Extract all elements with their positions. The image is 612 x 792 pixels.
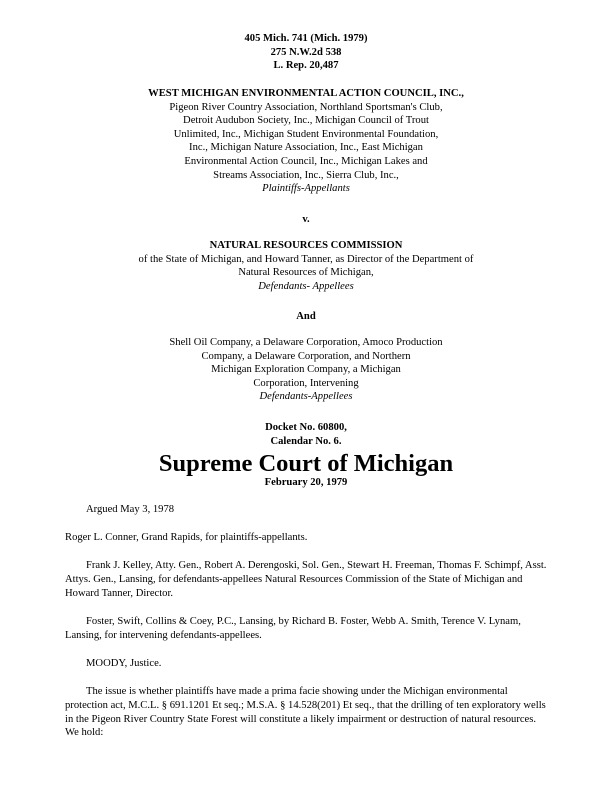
intervenor-line: Michigan Exploration Company, a Michigan xyxy=(211,364,401,376)
plaintiff-line: Streams Association, Inc., Sierra Club, Inc., xyxy=(213,169,399,181)
citation-reporter: 405 Mich. 741 (Mich. 1979) xyxy=(244,33,368,44)
intervenors-block xyxy=(0,336,612,404)
intervenor-line: Company, a Delaware Corporation, and Northern xyxy=(201,350,411,362)
plaintiff-lead: WEST MICHIGAN ENVIRONMENTAL ACTION COUNCIL, INC., xyxy=(148,88,464,99)
justice-paragraph: MOODY, Justice. xyxy=(86,658,162,669)
defendant-role: Defendants- Appellees xyxy=(258,280,354,292)
plaintiff-line: Environmental Action Council, Inc., Michigan Lakes and xyxy=(184,155,428,167)
argued-paragraph: Argued May 3, 1978 xyxy=(86,504,175,515)
plaintiff-line: Pigeon River Country Association, Northland Sportsman's Club, xyxy=(169,101,443,113)
citation-block xyxy=(0,32,612,73)
court-title: Supreme Court of Michigan xyxy=(158,450,454,477)
docket-number: Docket No. 60800, xyxy=(265,422,347,433)
defendants-block xyxy=(0,239,612,293)
plaintiffs-block xyxy=(0,87,612,196)
counsel-plaintiffs-paragraph: Roger L. Conner, Grand Rapids, for plaintiffs-appellants. xyxy=(65,532,308,543)
plaintiff-line: Inc., Michigan Nature Association, Inc., East Michigan xyxy=(189,142,423,154)
citation-nw2d: 275 N.W.2d 538 xyxy=(270,46,342,58)
versus-text: v. xyxy=(302,214,310,225)
decision-date-block xyxy=(0,476,612,490)
plaintiff-role: Plaintiffs-Appellants xyxy=(262,183,350,195)
and-label xyxy=(0,310,612,324)
counsel-state-paragraph: Frank J. Kelley, Atty. Gen., Robert A. Derengoski, Sol. Gen., Stewart H. Freeman, Thomas F. Schimpf, Asst. Attys. Gen., Lansing, for defendants-appellees Natural Resources Commission of the State of Michigan and Howard Tanner, Director. xyxy=(65,560,547,599)
decision-date: February 20, 1979 xyxy=(264,477,348,488)
defendant-line: Natural Resources of Michigan, xyxy=(238,267,374,279)
defendant-line: of the State of Michigan, and Howard Tanner, as Director of the Department of xyxy=(138,253,474,265)
versus-label xyxy=(0,213,612,227)
defendant-lead: NATURAL RESOURCES COMMISSION xyxy=(209,240,403,251)
issue-paragraph: The issue is whether plaintiffs have made a prima facie showing under the Michigan environmental protection act, M.C.L. § 691.1201 Et seq.; M.S.A. § 14.528(201) Et seq., that the drilling of ten exploratory wells in the Pigeon River Country State Forest will constitute a likely impairment or destruction of natural resources. We hold: xyxy=(65,686,546,739)
calendar-number: Calendar No. 6. xyxy=(270,435,342,447)
docket-block xyxy=(0,421,612,448)
intervenor-role: Defendants-Appellees xyxy=(259,391,353,403)
intervenor-line: Shell Oil Company, a Delaware Corporation, Amoco Production xyxy=(169,337,443,348)
counsel-intervenors-paragraph: Foster, Swift, Collins & Coey, P.C., Lansing, by Richard B. Foster, Webb A. Smith, Terence V. Lynam, Lansing, for intervening defendants-appellees. xyxy=(65,616,521,641)
plaintiff-line: Unlimited, Inc., Michigan Student Environmental Foundation, xyxy=(173,128,439,140)
plaintiff-line: Detroit Audubon Society, Inc., Michigan Council of Trout xyxy=(183,115,429,127)
and-text: And xyxy=(296,311,316,322)
citation-lrep: L. Rep. 20,487 xyxy=(273,60,339,72)
intervenor-line: Corporation, Intervening xyxy=(253,377,359,389)
